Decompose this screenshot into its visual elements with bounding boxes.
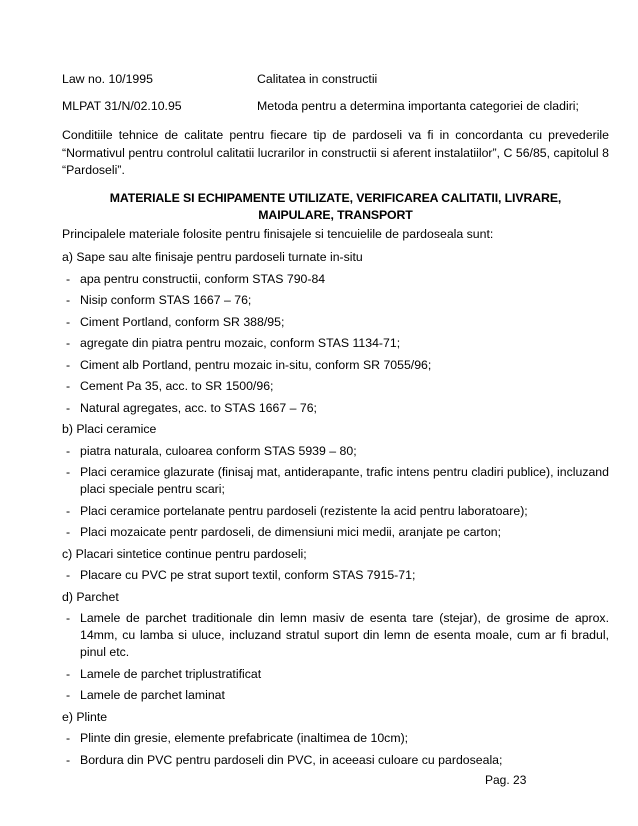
mlpat-description: Metoda pentru a determina importanta categoriei de cladiri; — [257, 99, 579, 113]
heading-line-2: MAIPULARE, TRANSPORT — [258, 208, 413, 222]
list-item — [62, 567, 609, 584]
bullet-dash: - — [66, 731, 71, 745]
bullet-dash: - — [66, 293, 71, 307]
material-section — [62, 421, 609, 541]
list-item — [62, 314, 609, 331]
list-item — [62, 335, 609, 352]
list-item — [62, 503, 609, 520]
list-item-text: Lamele de parchet triplustratificat — [80, 666, 262, 681]
section-title: d) Parchet — [62, 589, 119, 604]
bullet-dash: - — [66, 443, 71, 458]
list-item-text: Lamele de parchet traditionale din lemn masiv de esenta tare (stejar), de grosime de aprox. 14mm, cu lamba si uluce, incluzand stratul suport din lemn de esenta moale, cum ar fi bradul, pinul etc. — [80, 611, 609, 659]
list-item-text: Ciment alb Portland, pentru mozaic in-situ, conform SR 7055/96; — [80, 357, 432, 372]
bullet-dash: - — [66, 503, 71, 518]
list-item-text: Placi ceramice glazurate (finisaj mat, antiderapante, trafic intens pentru cladiri publice), incluzand placi speciale pentru scari; — [80, 465, 609, 496]
law-reference: Law no. 10/1995 — [62, 72, 153, 86]
section-heading — [62, 190, 609, 224]
bullet-dash: - — [66, 752, 71, 767]
list-item — [62, 610, 609, 661]
material-section — [62, 249, 609, 417]
list-item-text: piatra naturala, culoarea conform STAS 5939 – 80; — [80, 443, 357, 458]
header-row-law — [62, 72, 609, 88]
bullet-dash: - — [66, 666, 71, 681]
bullet-dash: - — [66, 568, 71, 582]
bullet-dash: - — [66, 611, 71, 625]
list-item — [62, 400, 609, 417]
list-item — [62, 292, 609, 309]
material-section — [62, 589, 609, 705]
section-title: e) Plinte — [62, 709, 108, 724]
list-item-text: Cement Pa 35, acc. to SR 1500/96; — [80, 379, 274, 393]
heading-line-1: MATERIALE SI ECHIPAMENTE UTILIZATE, VERIFICAREA CALITATII, LIVRARE, — [109, 191, 562, 205]
list-item-text: Ciment Portland, conform SR 388/95; — [80, 314, 285, 329]
material-section — [62, 709, 609, 769]
list-item — [62, 666, 609, 683]
material-section — [62, 546, 609, 585]
list-item — [62, 357, 609, 374]
intro-paragraph: Conditiile tehnice de calitate pentru fiecare tip de pardoseli va fi in concordanta cu prevederile “Normativul pentru controlul calitatii lucrarilor in constructii si aferent instalatiilor”, C 56/85, capitolul 8 “Pardoseli”. — [62, 128, 609, 177]
header-row-mlpat — [62, 99, 609, 115]
list-item-text: Lamele de parchet laminat — [80, 688, 225, 702]
list-item — [62, 730, 609, 747]
list-item — [62, 752, 609, 769]
list-item — [62, 687, 609, 704]
list-item — [62, 524, 609, 541]
bullet-dash: - — [66, 465, 71, 479]
bullet-dash: - — [66, 271, 71, 286]
bullet-dash: - — [66, 400, 71, 415]
section-title: b) Placi ceramice — [62, 422, 157, 436]
list-item-text: apa pentru constructii, conform STAS 790-84 — [80, 271, 326, 286]
materials-list — [62, 249, 609, 773]
list-item-text: Placi mozaicate pentr pardoseli, de dimensiuni mici medii, aranjate pe carton; — [80, 525, 502, 539]
section-title: c) Placari sintetice continue pentru pardoseli; — [62, 546, 307, 561]
section-title: a) Sape sau alte finisaje pentru pardoseli turnate in-situ — [62, 250, 363, 264]
list-item-text: Bordura din PVC pentru pardoseli din PVC, in aceeasi culoare cu pardoseala; — [80, 752, 503, 767]
list-item-text: Plinte din gresie, elemente prefabricate (inaltimea de 10cm); — [80, 731, 409, 745]
list-item — [62, 443, 609, 460]
bullet-dash: - — [66, 357, 71, 372]
list-item-text: Nisip conform STAS 1667 – 76; — [80, 293, 252, 307]
bullet-dash: - — [66, 314, 71, 329]
page-number: Pag. 23 — [485, 773, 527, 787]
list-item-text: agregate din piatra pentru mozaic, conform STAS 1134-71; — [80, 336, 401, 350]
mlpat-reference: MLPAT 31/N/02.10.95 — [62, 99, 182, 113]
list-item-text: Placi ceramice portelanate pentru pardoseli (rezistente la acid pentru laboratoare); — [80, 503, 528, 518]
list-item — [62, 464, 609, 498]
principal-materials-line: Principalele materiale folosite pentru finisajele si tencuielile de pardoseala sunt: — [62, 227, 494, 241]
list-item — [62, 271, 609, 288]
law-description: Calitatea in constructii — [257, 72, 378, 86]
list-item-text: Natural agregates, acc. to STAS 1667 – 76; — [80, 400, 317, 415]
bullet-dash: - — [66, 336, 71, 350]
bullet-dash: - — [66, 525, 71, 539]
list-item — [62, 378, 609, 395]
bullet-dash: - — [66, 379, 71, 393]
list-item-text: Placare cu PVC pe strat suport textil, conform STAS 7915-71; — [80, 568, 416, 582]
bullet-dash: - — [66, 688, 71, 702]
